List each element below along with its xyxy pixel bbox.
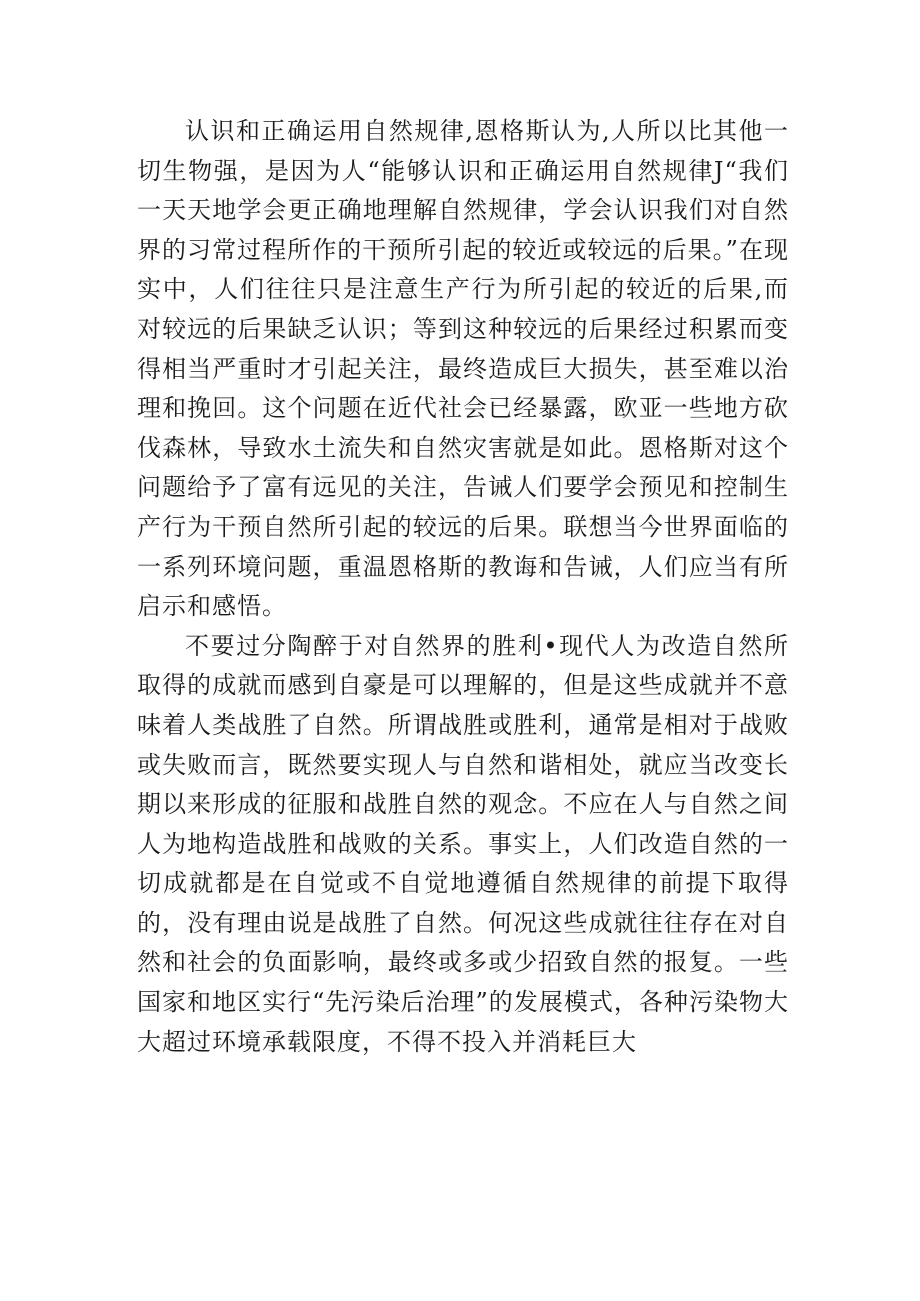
paragraph-natural-laws: 认识和正确运用自然规律,恩格斯认为,人所以比其他一切生物强，是因为人“能够认识和正确运用自然规律J“我们一天天地学会更正确地理解自然规律，学会认识我们对自然界的习常过程所作的干预所引起的较近或较远的后果。”在现实中，人们往往只是注意生产行为所引起的较近的后果,而对较远的后果缺乏认识；等到这种较远的后果经过积累而变得相当严重时才引起关注，最终造成巨大损失，甚至难以治理和挽回。这个问题在近代社会已经暴露，欧亚一些地方砍伐森林，导致水土流失和自然灾害就是如此。恩格斯对这个问题给予了富有远见的关注，告诫人们要学会预见和控制生产行为干预自然所引起的较远的后果。联想当今世界面临的一系列环境问题，重温恩格斯的教诲和告诫，人们应当有所启示和感悟。 [137, 117, 789, 621]
document-body [137, 112, 789, 1062]
paragraph-victory-over-nature: 不要过分陶醉于对自然界的胜利•现代人为改造自然所取得的成就而感到自豪是可以理解的，但是这些成就并不意味着人类战胜了自然。所谓战胜或胜利，通常是相对于战败或失败而言，既然要实现人与自然和谐相处，就应当改变长期以来形成的征服和战胜自然的观念。不应在人与自然之间人为地构造战胜和战败的关系。事实上，人们改造自然的一切成就都是在自觉或不自觉地遵循自然规律的前提下取得的，没有理由说是战胜了自然。何况这些成就往往存在对自然和社会的负面影响，最终或多或少招致自然的报复。一些国家和地区实行“先污染后治理”的发展模式，各种污染物大大超过环境承载限度，不得不投入并消耗巨大 [137, 631, 789, 1056]
